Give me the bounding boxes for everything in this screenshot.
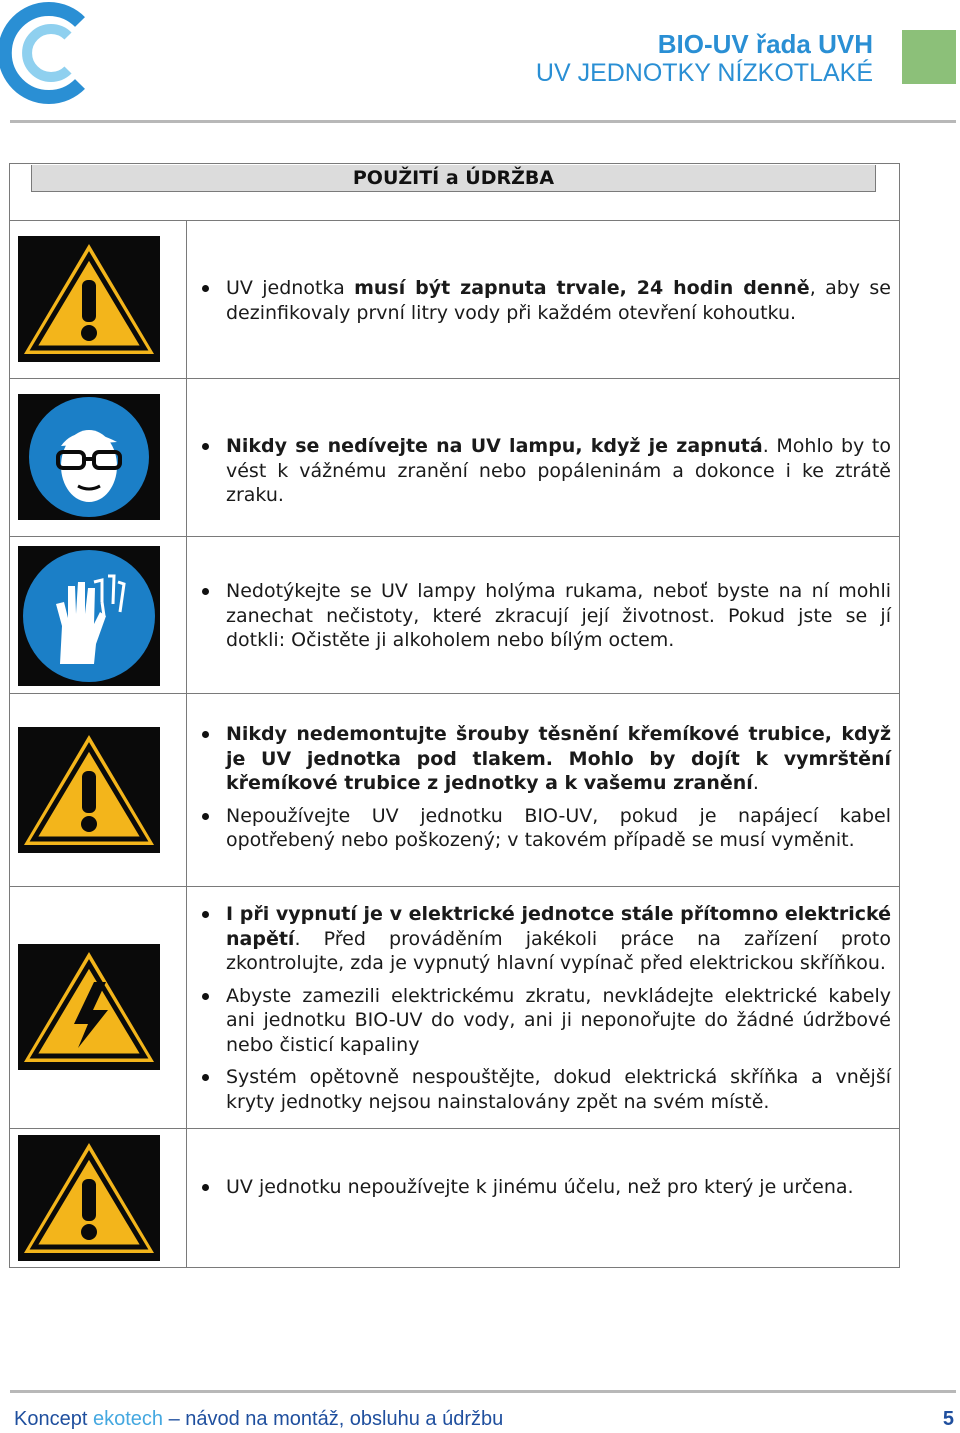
bullet-item xyxy=(202,804,891,853)
body-text: . Mohlo by to vést k vážnému zranění nebo popáleninám a dokonce i ke ztrátě zraku. xyxy=(226,435,892,506)
document-subtitle: UV JEDNOTKY NÍZKOTLAKÉ xyxy=(535,59,873,87)
body-text: Nepoužívejte UV jednotku BIO-UV, pokud je napájecí kabel opotřebený nebo poškozený; v takovém případě se musí vyměnit. xyxy=(226,804,891,851)
eye-protection-icon xyxy=(18,394,160,520)
bold-text: musí být zapnuta trvale, 24 hodin denně xyxy=(354,277,810,299)
bullet-item xyxy=(202,722,891,796)
gloves-icon xyxy=(18,546,160,686)
body-text: UV jednotku nepoužívejte k jinému účelu, než pro který je určena. xyxy=(226,1176,854,1198)
table-row xyxy=(10,887,899,1129)
body-text: Systém opětovně nespouštějte, dokud elektrická skříňka a vnější kryty jednotky nejsou nainstalovány zpět na svém místě. xyxy=(226,1066,891,1113)
bullet-item xyxy=(202,276,891,325)
document-title: BIO-UV řada UVH xyxy=(657,29,873,59)
page-number: 5 xyxy=(942,1408,954,1430)
body-text: . xyxy=(752,772,759,794)
body-text: . Před prováděním jakékoli práce na zařízení proto zkontrolujte, zda je vypnutý hlavní vypínač před elektrickou skříňkou. xyxy=(226,927,891,974)
safety-table xyxy=(9,163,900,1268)
table-row xyxy=(10,1129,899,1267)
general-warning-icon xyxy=(18,727,160,853)
bold-text: Nikdy se nedívejte na UV lampu, když je zapnutá xyxy=(226,435,763,457)
footer-brand: ekotech xyxy=(92,1408,164,1430)
body-text: Nedotýkejte se UV lampy holýma rukama, neboť byste na ní mohli zanechat nečistoty, které zkracují její životnost. Pokud jste se jí dotkli: Očistěte ji alkoholem nebo bílým octem. xyxy=(226,580,891,651)
table-row xyxy=(10,379,899,537)
general-warning-icon xyxy=(18,236,160,362)
accent-square xyxy=(902,30,956,84)
bullet-item xyxy=(202,1175,891,1200)
footer-concept: Koncept xyxy=(14,1408,88,1430)
body-text: UV jednotka xyxy=(226,277,355,299)
header-divider xyxy=(10,120,956,123)
table-heading: POUŽITÍ a ÚDRŽBA xyxy=(31,165,876,192)
bullet-item xyxy=(202,1065,891,1114)
table-header xyxy=(10,164,899,221)
bullet-item xyxy=(202,434,891,508)
general-warning-icon xyxy=(18,1135,160,1261)
bold-text: I při vypnutí je v elektrické jednotce stále přítomno elektrické napětí xyxy=(226,903,891,950)
table-row xyxy=(10,537,899,694)
electrical-hazard-icon xyxy=(18,944,160,1070)
footer-divider xyxy=(10,1390,956,1393)
bullet-item xyxy=(202,579,891,653)
footer-description: – návod na montáž, obsluhu a údržbu xyxy=(168,1408,504,1430)
body-text: , aby se dezinfikovaly první litry vody při každém otevření kohoutku. xyxy=(226,277,891,324)
bullet-item xyxy=(202,902,891,976)
table-row xyxy=(10,221,899,379)
footer-text xyxy=(14,1408,503,1431)
company-logo xyxy=(0,0,100,110)
body-text: Abyste zamezili elektrickému zkratu, nevkládejte elektrické kabely ani jednotku BIO-UV do vody, ani ji neponořujte do žádné údržbové nebo čisticí kapaliny xyxy=(226,984,891,1056)
bullet-item xyxy=(202,984,891,1058)
document-header xyxy=(536,29,873,88)
bold-text: Nikdy nedemontujte šrouby těsnění křemíkové trubice, když je UV jednotka pod tlakem. Mohlo by dojít k vymrštění křemíkové trubice z jednotky a k vašemu zranění xyxy=(226,723,891,794)
table-row xyxy=(10,694,899,887)
